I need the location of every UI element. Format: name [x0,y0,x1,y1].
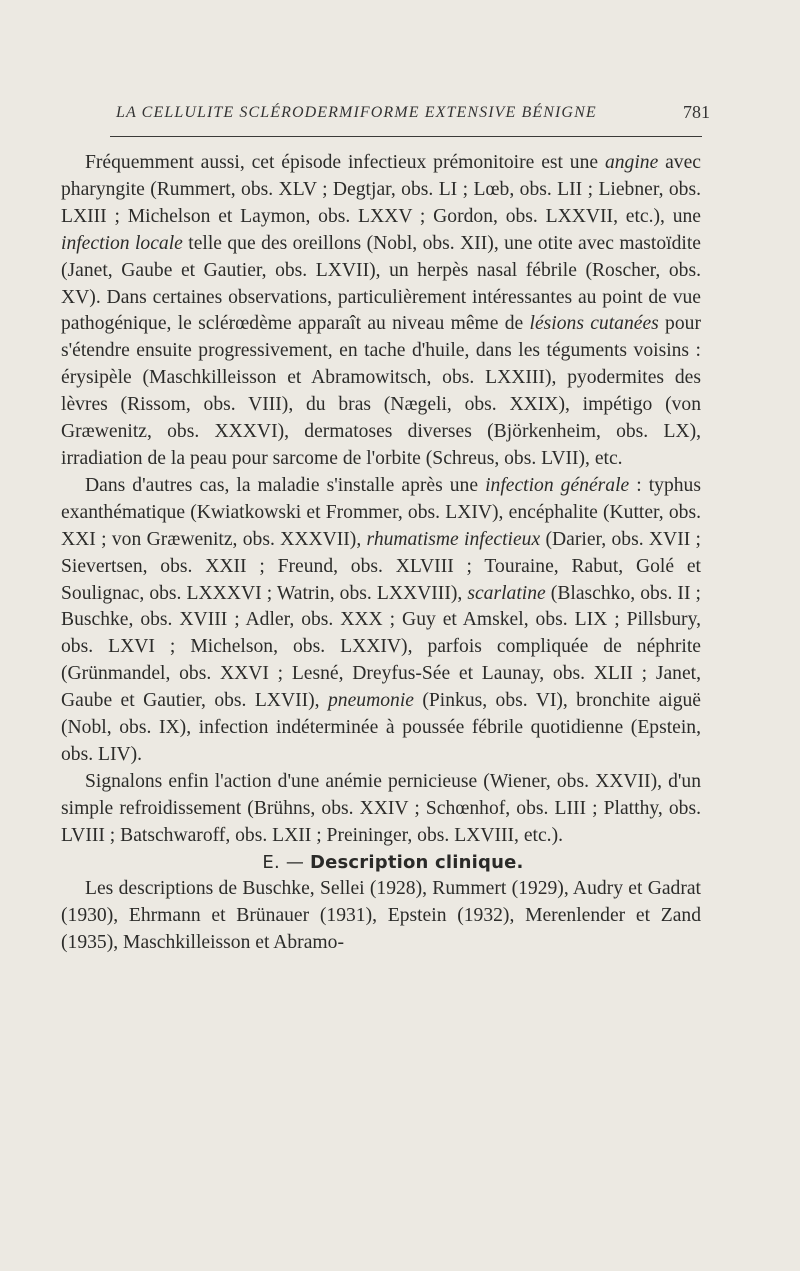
text-run: avec pharyngite (Rummert, obs. XLV ; Degtjar, obs. LI ; Lœb, obs. LII ; Liebner, obs. LXIII ; Michelson et Laymon, obs. LXXV ; Gordon, obs. LXXVII, etc.), une [61,152,701,227]
body-text [61,150,701,957]
italic-term-angine: angine [604,152,659,173]
section-letter: E. — [262,851,310,873]
italic-term-infection-generale: infection générale [485,474,630,496]
text-run: Signalons enfin l'action d'une anémie pernicieuse (Wiener, obs. XXVII), d'un simple refroidissement (Brühns, obs. XXIV ; Schœnhof, obs. LIII ; Platthy, obs. LVIII ; Batschwaroff, obs. LXII ; Preininger, obs. LXVIII, etc.). [61,770,701,846]
text-run: Fréquemment aussi, cet épisode infectieux prémonitoire est une [85,152,605,173]
text-run: (Darier, obs. XVII ; Sievertsen, obs. XXII ; Freund, obs. XLVIII ; Touraine, Rabut, Golé et Soulignac, obs. LXXXVI ; Watrin, obs. LXXVIII), [61,528,701,604]
running-header [110,98,710,137]
page-number: 781 [683,102,710,122]
text-run: pour s'étendre ensuite progressivement, en tache d'huile, dans les téguments voisins : érysipèle (Maschkilleisson et Abramowitsch, obs. LXXIII), pyodermites des lèvres (Rissom, obs. VIII), du bras (Nægeli, obs. XXIX), impétigo (von Græwenitz, obs. XXXVI), dermatoses diverses (Björkenheim, obs. LX), irradiation de la peau pour sarcome de l'orbite (Schreus, obs. LVII), etc. [61,313,701,469]
italic-term-pneumonie: pneumonie [327,690,414,712]
paragraph-prodromal-infection [61,150,701,473]
italic-term-infection-locale: infection locale [61,232,183,254]
section-heading [61,850,701,877]
paragraph-general-infection [61,473,701,769]
text-run: (Pinkus, obs. VI), bronchite aiguë (Nobl, obs. IX), infection indéterminée à poussée fébrile quotidienne (Epstein, obs. LIV). [61,690,702,765]
running-title: LA CELLULITE SCLÉRODERMIFORME EXTENSIVE BÉNIGNE [116,104,597,121]
italic-term-lesions-cutanees: lésions cutanées [529,313,659,335]
italic-term-rhumatisme: rhumatisme infectieux [366,528,541,550]
section-title: Description clinique. [309,851,524,873]
text-run: telle que des oreillons (Nobl, obs. XII), une otite avec mastoïdite (Janet, Gaube et Gautier, obs. LXVII), un herpès nasal fébrile (Roscher, obs. XV). Dans certaines observations, particulièrement intéressantes au point de vue pathogénique, le sclérœdème apparaît au niveau même de [61,232,701,335]
italic-term-scarlatine: scarlatine [467,582,546,604]
text-run: Les descriptions de Buschke, Sellei (1928), Rummert (1929), Audry et Gadrat (1930), Ehrmann et Brünauer (1931), Epstein (1932), Merenlender et Zand (1935), Maschkilleisson et Abramo- [61,878,701,954]
text-run: : typhus exanthématique (Kwiatkowski et Frommer, obs. LXIV), encéphalite (Kutter, obs. XXI ; von Græwenitz, obs. XXXVII), [61,474,701,550]
paragraph-other-causes [61,769,701,850]
text-run: (Blaschko, obs. II ; Buschke, obs. XVIII ; Adler, obs. XXX ; Guy et Amskel, obs. LIX ; Pillsbury, obs. LXVI ; Michelson, obs. LXXIV), parfois compliquée de néphrite (Grünmandel, obs. XXVI ; Lesné, Dreyfus-Sée et Launay, obs. XLII ; Janet, Gaube et Gautier, obs. LXVII), [61,582,701,712]
paragraph-clinical-description [61,876,701,957]
text-run: Dans d'autres cas, la maladie s'installe après une [85,474,486,496]
